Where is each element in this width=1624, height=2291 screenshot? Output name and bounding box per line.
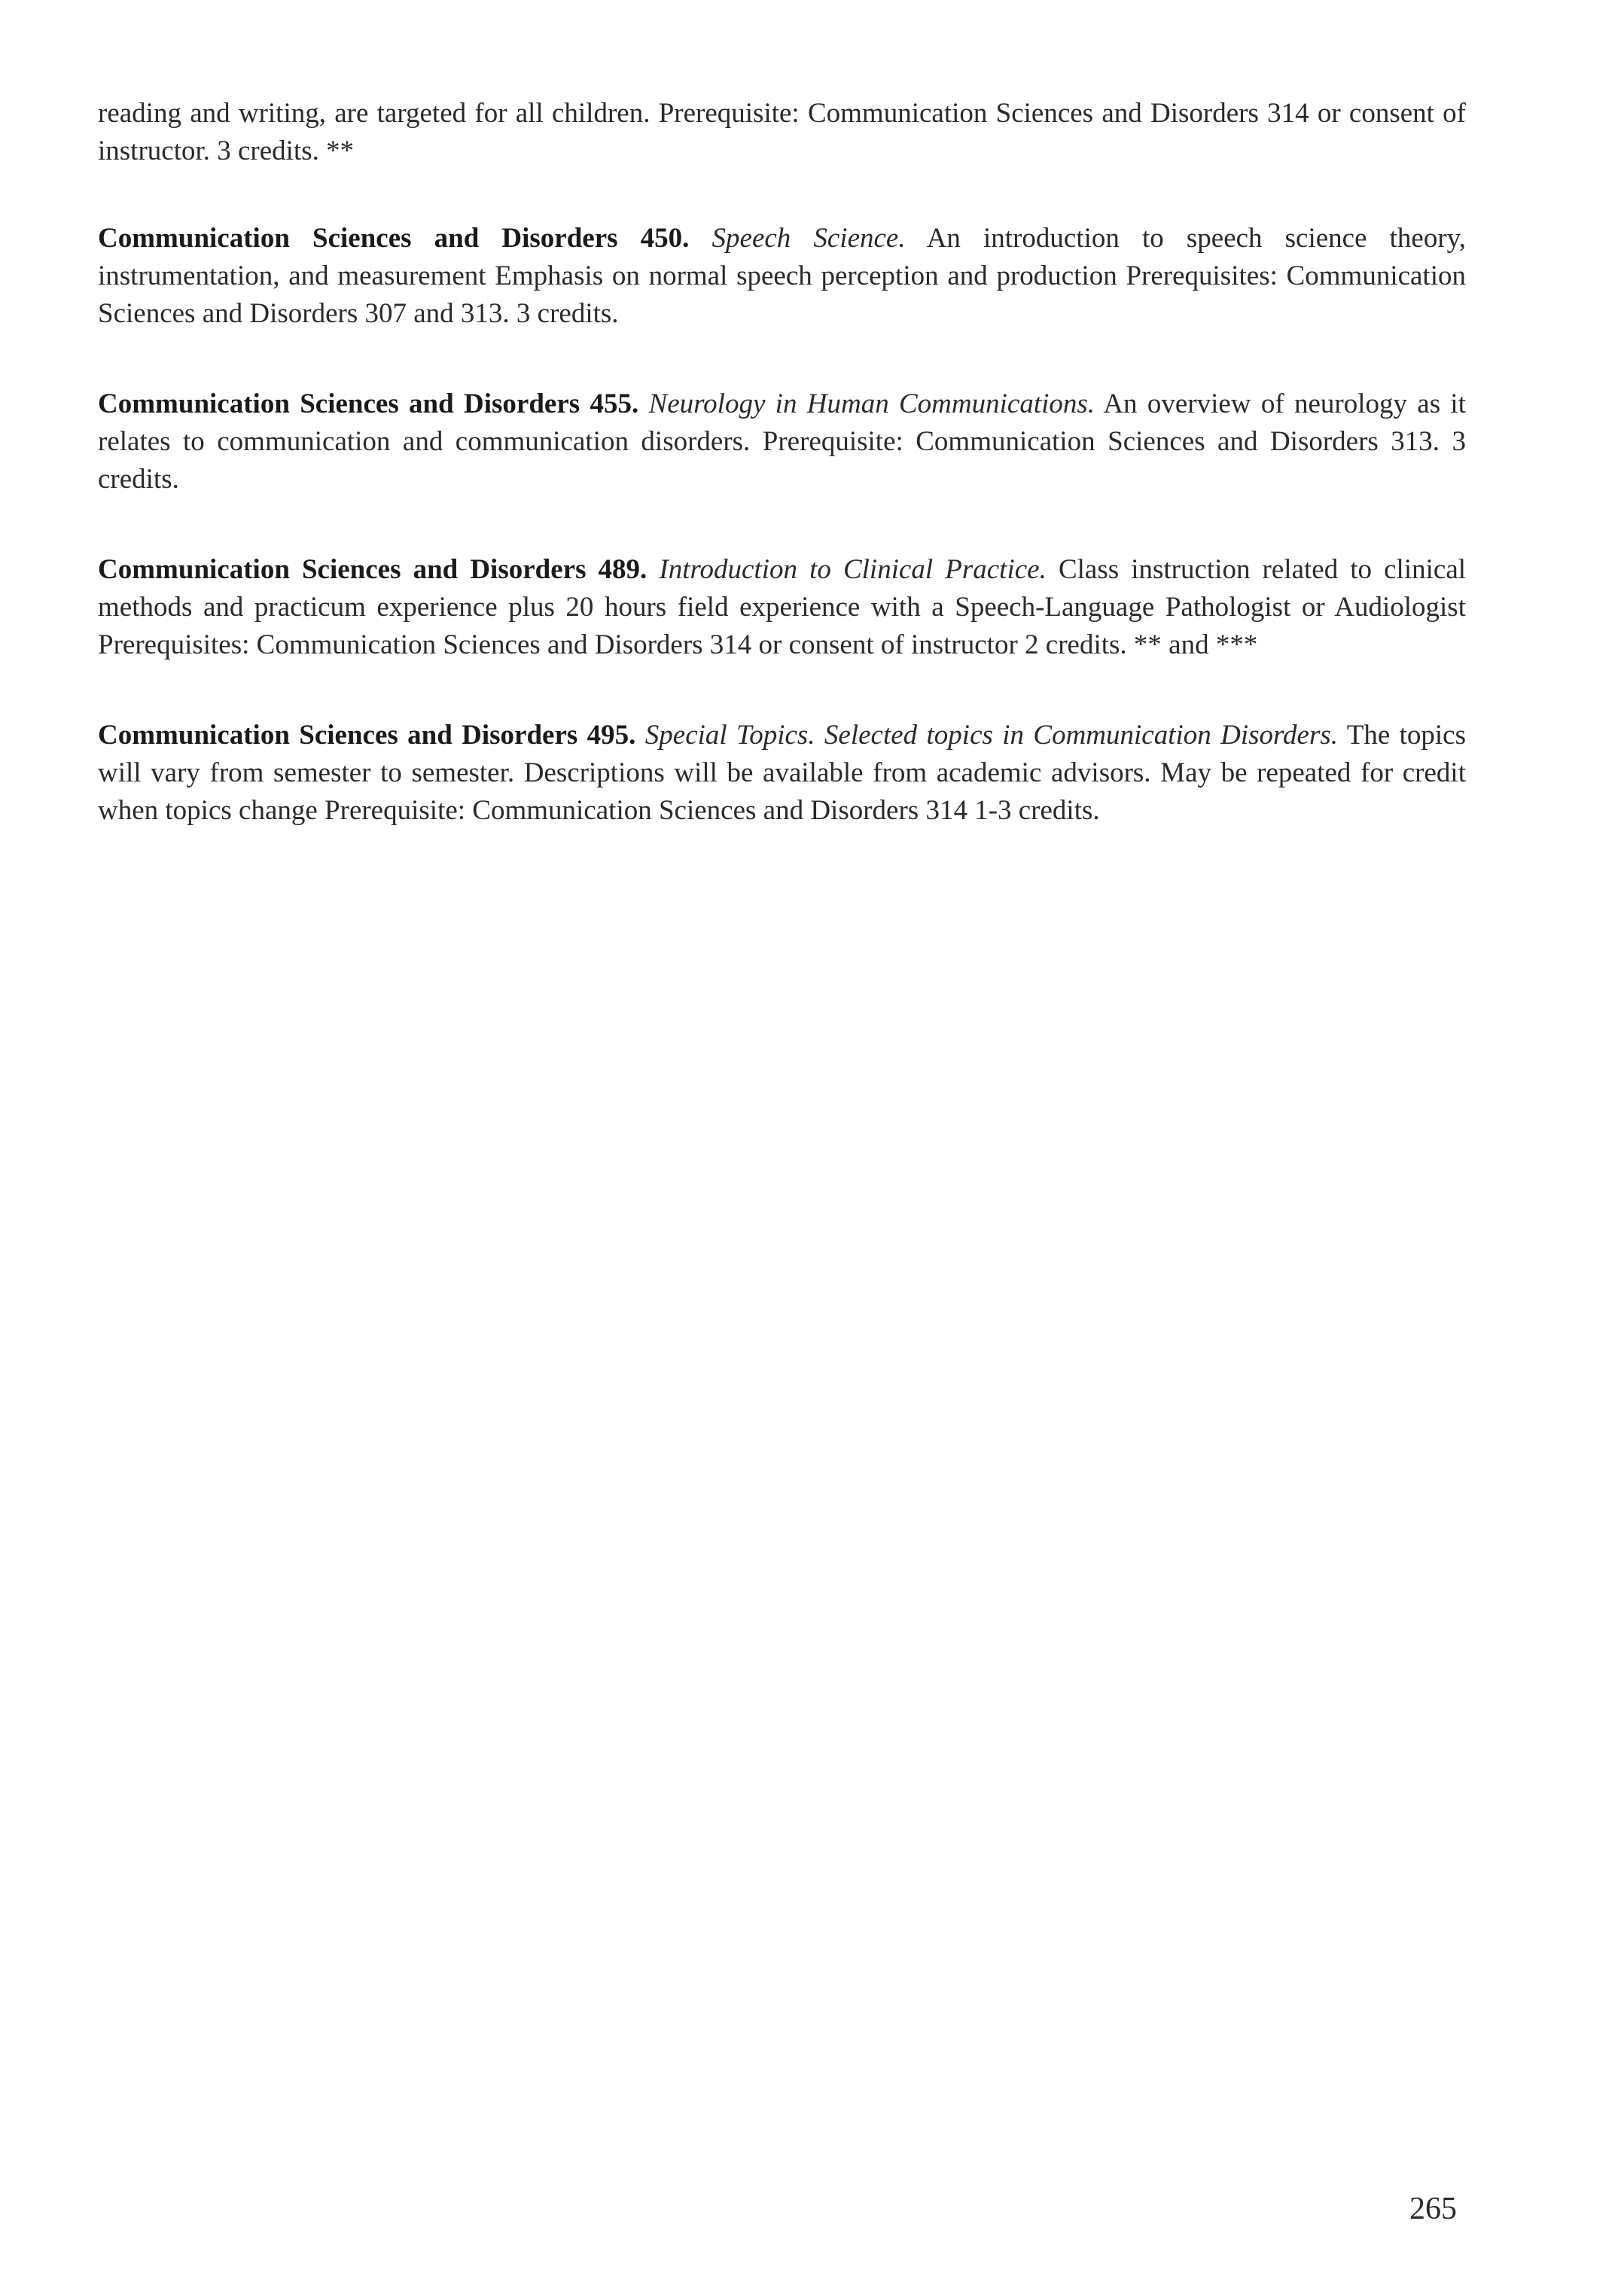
- course-description: The topics will vary from semester to semester. Descriptions will be available from academic advisors. May be repeated for credit when topics change Prerequisite: Communication Sciences and Disorders 314 1-3 credits.: [98, 720, 1466, 826]
- course-entry-450: [98, 220, 1466, 333]
- intro-paragraph: reading and writing, are targeted for all children. Prerequisite: Communication Sciences and Disorders 314 or consent of instructor. 3 credits. **: [98, 98, 1466, 166]
- course-description: An introduction to speech science theory, instrumentation, and measurement Emphasis on normal speech perception and production Prerequisites: Communication Sciences and Disorders 307 and 313. 3 credits.: [98, 223, 1466, 329]
- course-title: Neurology in Human Communications.: [648, 388, 1095, 419]
- course-description: An overview of neurology as it relates to communication and communication disorders. Prerequisite: Communication Sciences and Disorders 313. 3 credits.: [98, 388, 1466, 495]
- course-entry-489: [98, 551, 1466, 664]
- course-entry-495: [98, 717, 1466, 830]
- course-title: Introduction to Clinical Practice.: [659, 554, 1047, 585]
- page-number: 265: [1409, 2192, 1457, 2226]
- course-title: Special Topics. Selected topics in Communication Disorders.: [644, 720, 1339, 751]
- course-code: Communication Sciences and Disorders 489.: [98, 554, 647, 585]
- course-code: Communication Sciences and Disorders 495.: [98, 720, 636, 751]
- course-entry-455: [98, 385, 1466, 498]
- course-code: Communication Sciences and Disorders 455.: [98, 388, 639, 419]
- course-code: Communication Sciences and Disorders 450.: [98, 223, 690, 254]
- course-description: Class instruction related to clinical methods and practicum experience plus 20 hours field experience with a Speech-Language Pathologist or Audiologist Prerequisites: Communication Sciences and Disorders 314 or consent of instructor 2 credits. ** and ***: [98, 554, 1467, 660]
- page-content: [98, 95, 1466, 882]
- course-title: Speech Science.: [711, 223, 906, 254]
